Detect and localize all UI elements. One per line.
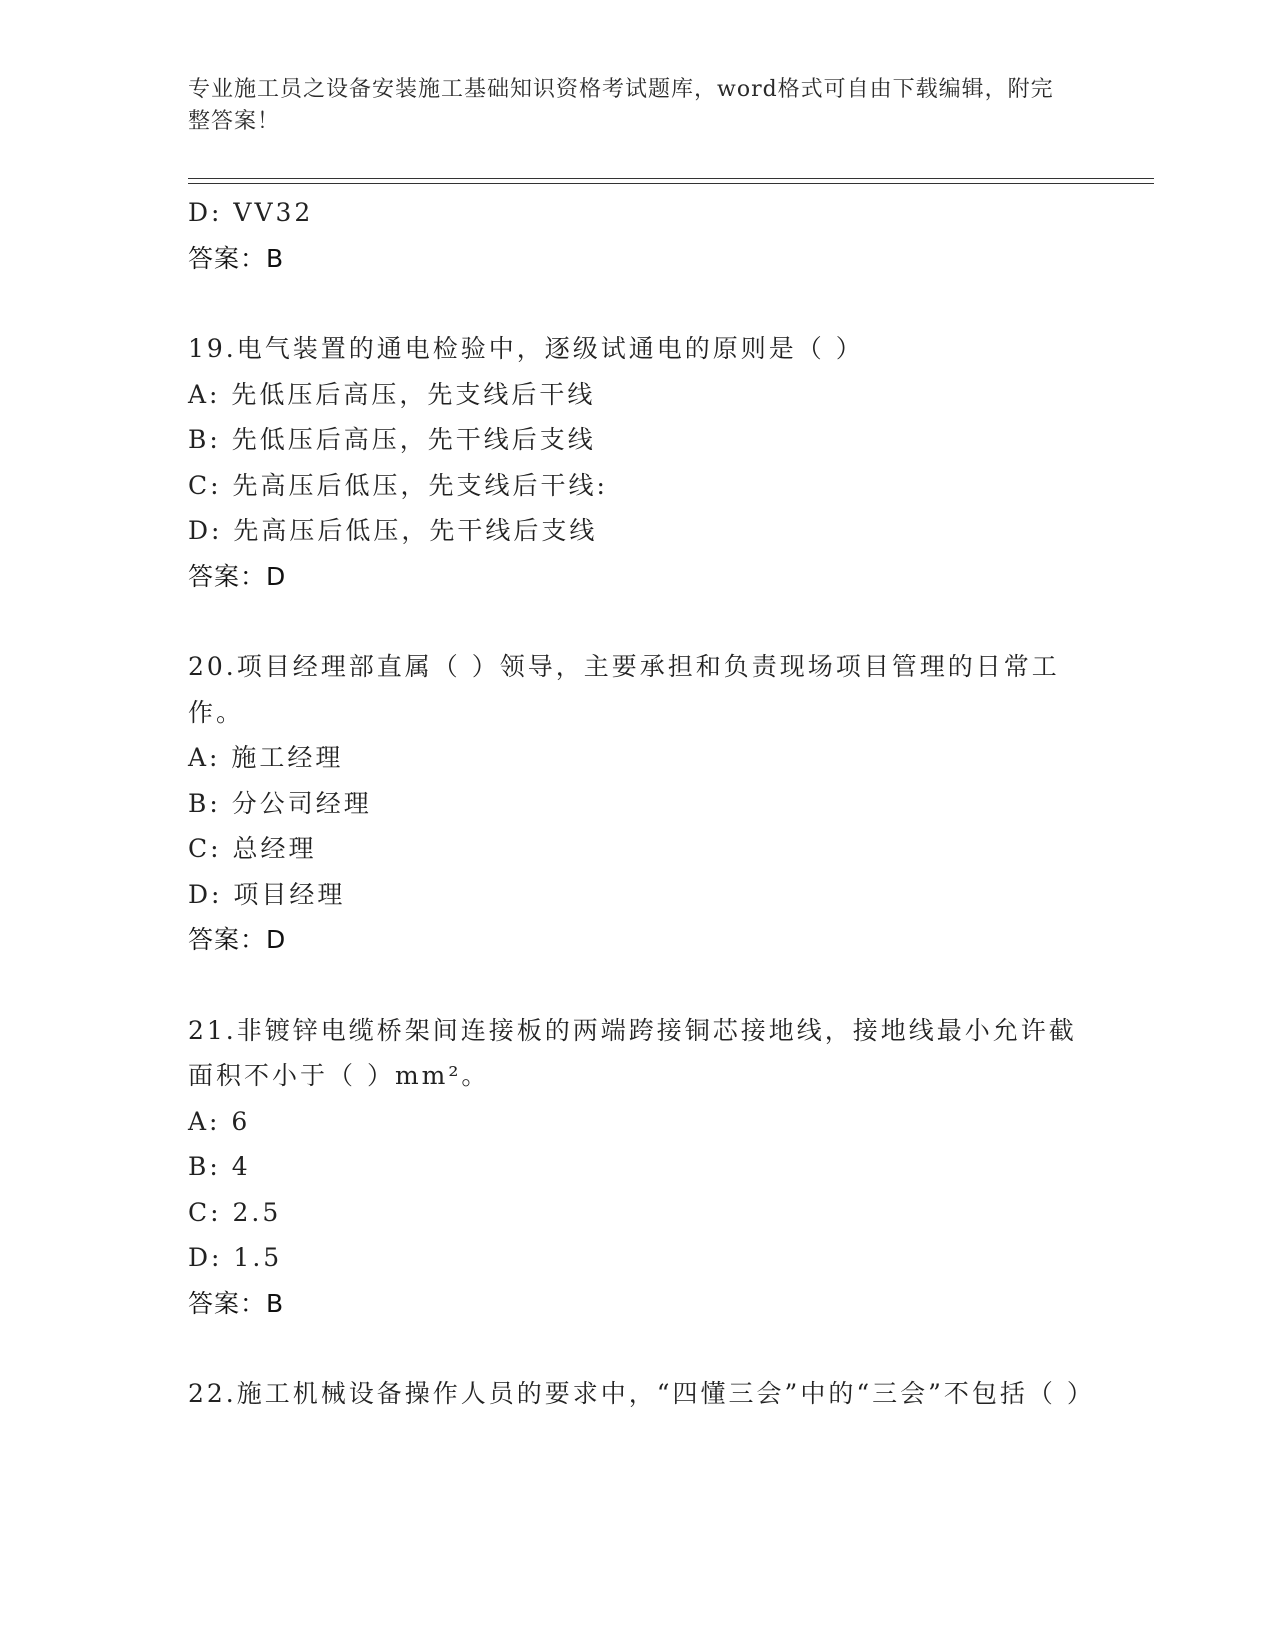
- question-list: [188, 190, 1095, 1417]
- question-19: [188, 326, 1088, 599]
- question-21: [188, 1008, 1088, 1327]
- header-rule-top: [188, 178, 1154, 179]
- answer: 答案：D: [188, 925, 287, 954]
- option-c: C: 2.5: [188, 1197, 282, 1227]
- answer: 答案：D: [188, 561, 287, 591]
- answer: 答案：B: [188, 1288, 285, 1318]
- question-stem: 20.项目经理部直属（ ）领导，主要承担和负责现场项目管理的日常工作。: [188, 652, 1060, 727]
- question-stem: 22.施工机械设备操作人员的要求中，“四懂三会”中的“三会”不包括（ ）: [188, 1379, 1095, 1408]
- option-b: B: 先低压后高压，先干线后支线: [188, 425, 596, 454]
- option-a: A: 6: [188, 1106, 251, 1136]
- prev-answer: 答案：B: [188, 243, 285, 273]
- question-22: [188, 1371, 1095, 1417]
- document-header: 专业施工员之设备安装施工基础知识资格考试题库，word格式可自由下载编辑，附完整答案！: [188, 77, 1054, 134]
- option-d: D: 项目经理: [188, 879, 346, 909]
- question-stem: 21.非镀锌电缆桥架间连接板的两端跨接铜芯接地线，接地线最小允许截面积不小于（ ）mm²。: [188, 1015, 1077, 1090]
- option-a: A: 先低压后高压，先支线后干线: [188, 379, 596, 409]
- question-20: [188, 644, 1088, 963]
- question-stem: 19.电气装置的通电检验中，逐级试通电的原则是（ ）: [188, 334, 864, 363]
- option-b: B: 4: [188, 1152, 251, 1181]
- option-c: C: 总经理: [188, 834, 317, 863]
- prev-option-d: D: VV32: [188, 198, 314, 227]
- option-a: A: 施工经理: [188, 743, 344, 772]
- option-c: C: 先高压后低压，先支线后干线:: [188, 470, 608, 500]
- option-d: D: 1.5: [188, 1243, 283, 1272]
- header-rule-bottom: [188, 183, 1154, 184]
- option-b: B: 分公司经理: [188, 788, 372, 818]
- option-d: D: 先高压后低压，先干线后支线: [188, 516, 598, 545]
